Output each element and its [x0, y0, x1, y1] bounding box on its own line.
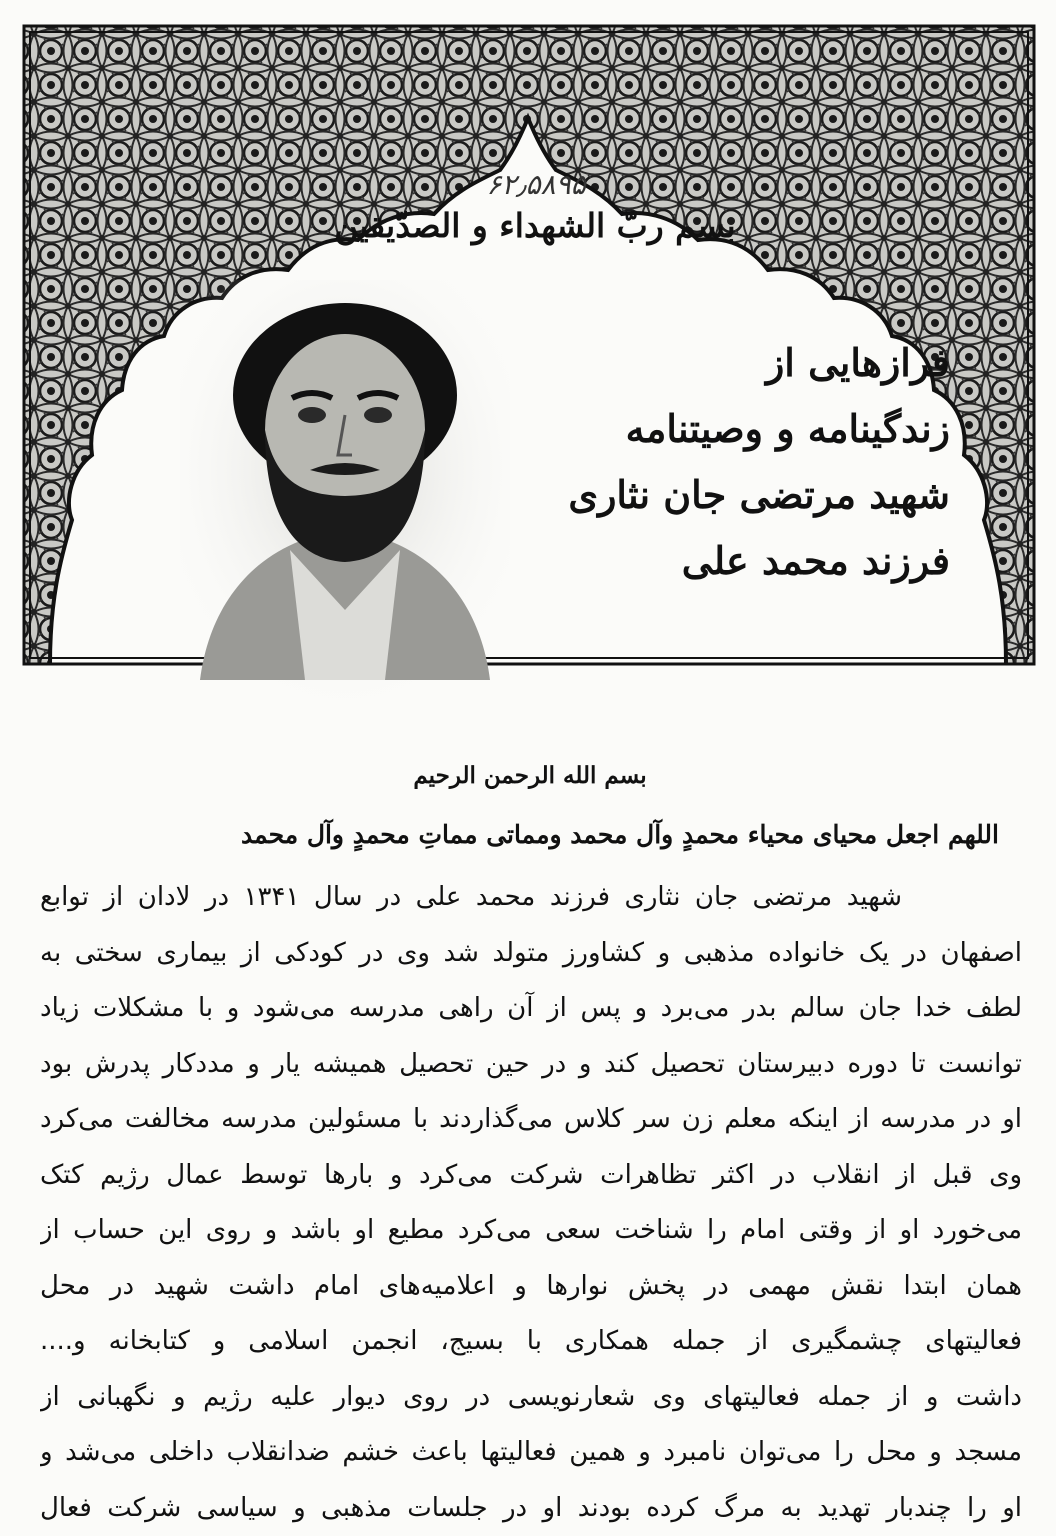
title-line: شهید مرتضی جان نثاری — [568, 472, 950, 517]
text-line: مسجد و محل را می‌توان نامبرد و همین فعالیتها باعث خشم ضدانقلاب داخلی می‌شد و — [40, 1437, 1022, 1467]
text-line: اصفهان در یک خانواده مذهبی و کشاورز متولد شد وی در کودکی از بیماری سختی به — [40, 937, 1022, 968]
text-line: او را چندبار تهدید به مرگ کرده بودند او در جلسات مذهبی و سیاسی شرکت فعال — [40, 1492, 1022, 1523]
text-line: او در مدرسه از اینکه معلم زن سر کلاس می‌گذاردند با مسئولین مدرسه مخالفت می‌کرد — [40, 1104, 1022, 1134]
biography-paragraph — [40, 870, 1022, 1536]
basmala-heading: بسم الله الرحمن الرحیم — [413, 762, 647, 789]
invocation-heading: بسم ربّ الشهداء و الصدّیقین — [334, 206, 736, 245]
archive-number-note: ۶۲٫۵۸۹۵ — [486, 168, 586, 201]
text-line: می‌خورد او از وقتی امام را شناخت سعی می‌کرد مطیع او باشد و روی این حساب از — [40, 1215, 1022, 1245]
text-line: همان ابتدا نقش مهمی در پخش نوارها و اعلامیه‌های امام داشت شهید در محل — [40, 1270, 1022, 1301]
text-line: لطف خدا جان سالم بدر می‌برد و پس از آن راهی مدرسه می‌شود و با مشکلات زیاد — [40, 993, 1022, 1023]
text-line: فعالیتهای چشمگیری از جمله همکاری با بسیج، انجمن اسلامی و کتابخانه و.... — [40, 1326, 1022, 1356]
text-line: توانست تا دوره دبیرستان تحصیل کند و در حین تحصیل همیشه یار و مددکار پدرش بود — [40, 1048, 1022, 1079]
title-line: زندگینامه و وصیتنامه — [625, 406, 950, 451]
title-line: فرزند محمد علی — [681, 538, 950, 583]
martyr-portrait-photo — [180, 280, 510, 700]
dua-line: اللهم اجعل محیای محیاء محمدٍ وآل محمد ومماتی مماتِ محمدٍ وآل محمد — [241, 820, 999, 849]
text-line: داشت و از جمله فعالیتهای وی شعارنویسی در روی دیوار علیه رژیم و نگهبانی از — [40, 1381, 1022, 1412]
title-line: فرازهایی از — [765, 340, 950, 385]
title-block — [560, 330, 950, 594]
text-line: شهید مرتضی جان نثاری فرزند محمد علی در سال ۱۳۴۱ در لادان از توابع — [40, 882, 902, 912]
text-line: وی قبل از انقلاب در اکثر تظاهرات شرکت می‌کرد و بارها توسط عمال رژیم کتک — [40, 1159, 1022, 1190]
